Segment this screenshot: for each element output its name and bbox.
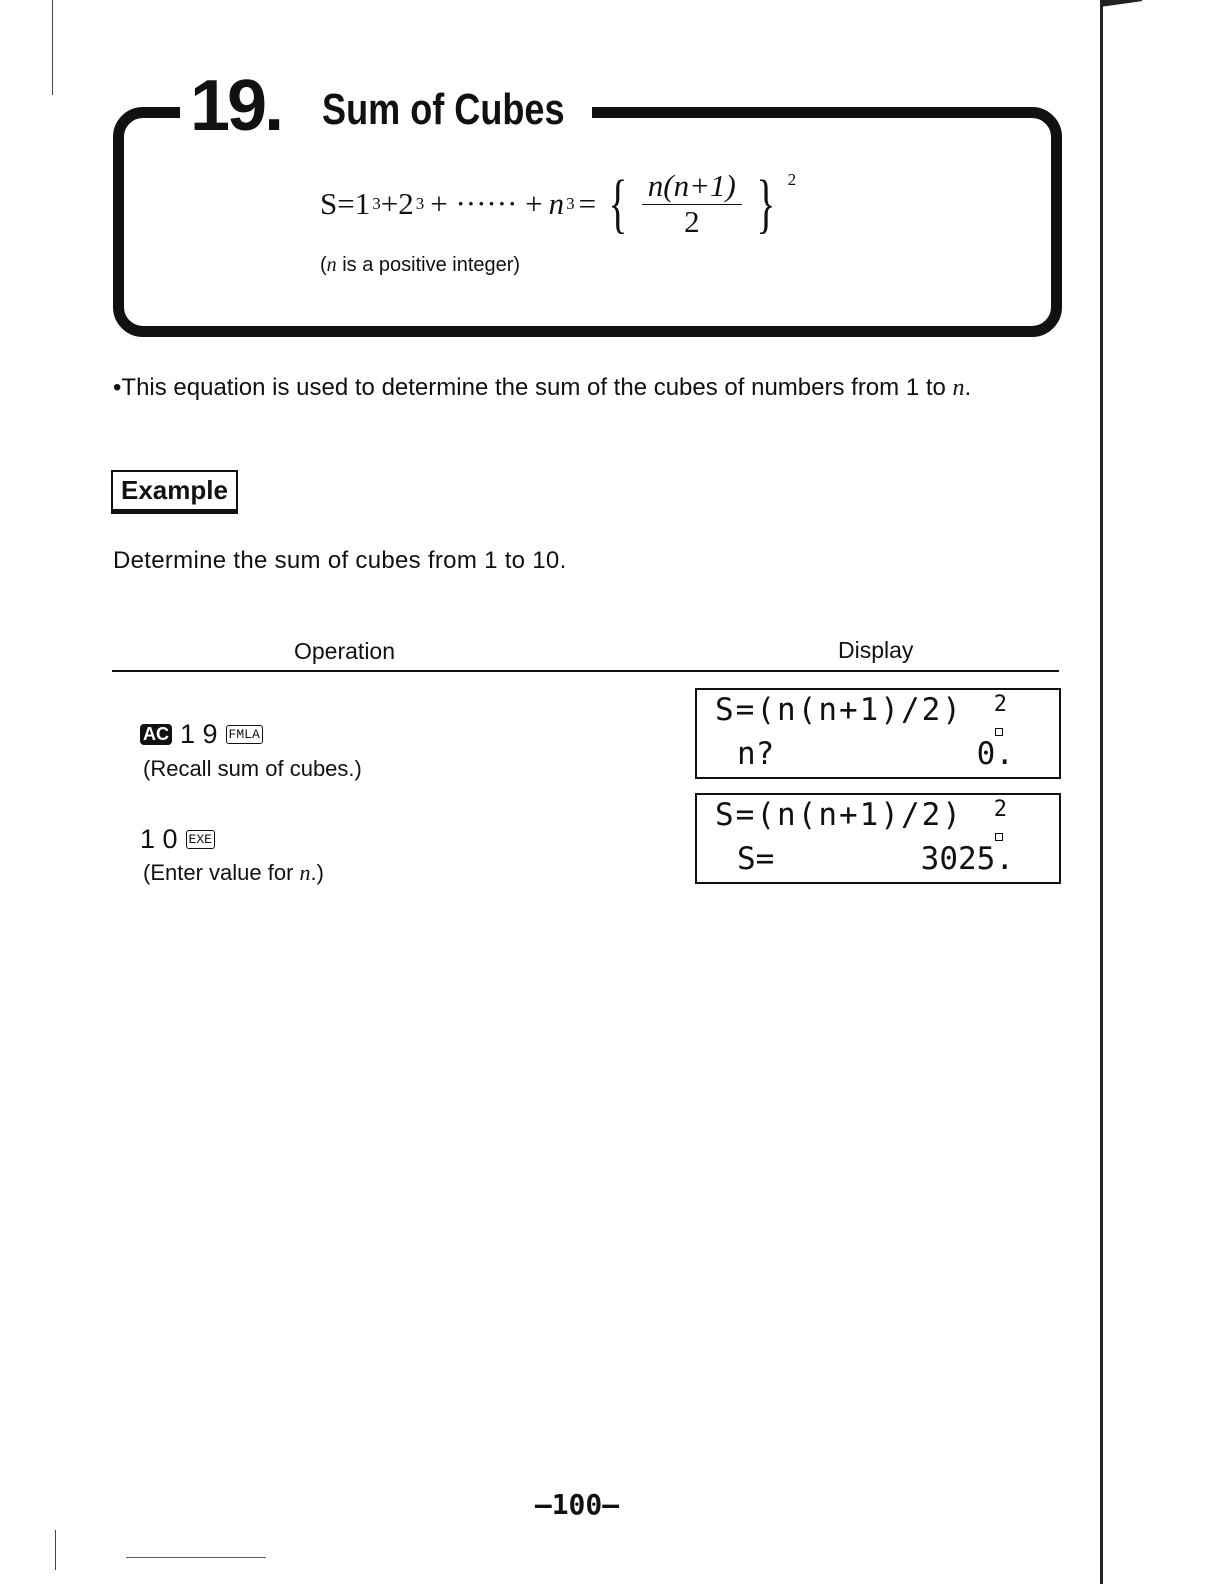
table-rule [112, 670, 1059, 672]
step-1-cursor-icon [995, 728, 1003, 736]
formula-denominator: 2 [684, 203, 700, 239]
bottom-rule [126, 1557, 266, 1558]
formula-numerator: n(n+1) [642, 169, 742, 204]
step-2-display-value: 3025. [920, 841, 1014, 877]
formula-note-open: ( [320, 254, 327, 276]
page-edge-left-bottom [55, 1530, 56, 1570]
step-1-display [695, 688, 1061, 779]
example-text: Determine the sum of cubes from 1 to 10. [113, 547, 567, 574]
formula-lhs: S=1 [320, 186, 371, 221]
page-edge-right-corner [1100, 0, 1142, 7]
step-1-input: 1 9 [180, 719, 218, 749]
example-label: Example [111, 470, 238, 514]
step-2-input: 1 0 [140, 824, 178, 854]
step-2-display-formula: S=(n(n+1)/2) [715, 797, 963, 833]
formula-n-term: n [548, 186, 565, 221]
formula-n-exp: 3 [566, 194, 575, 213]
step-2-cursor-icon [995, 833, 1003, 841]
step-2-note-var: n [299, 860, 311, 885]
operation-header: Operation [294, 638, 396, 664]
formula-plus-2: +2 [380, 186, 414, 221]
formula-ellipsis: + ······ + [430, 186, 543, 221]
section-title: Sum of Cubes [322, 85, 565, 134]
ac-key-icon: AC [140, 724, 172, 746]
page-edge-left [52, 0, 53, 95]
step-1-display-formula: S=(n(n+1)/2) [715, 692, 963, 728]
formula-note-var: n [326, 254, 337, 276]
description-text: This equation is used to determine the sum of the cubes of numbers from 1 to [121, 374, 953, 401]
section-number: 19. [190, 66, 282, 146]
formula-equals: = [578, 186, 597, 221]
step-1-keys [140, 719, 263, 750]
step-2-display [695, 793, 1061, 884]
description [113, 374, 971, 402]
description-end: . [964, 374, 972, 401]
step-1-note: (Recall sum of cubes.) [143, 756, 362, 781]
step-2-note-suffix: .) [310, 860, 324, 885]
description-var: n [952, 375, 965, 401]
step-2-keys [140, 824, 215, 855]
step-2-display-exp: 2 [993, 797, 1007, 822]
step-2-note-prefix: (Enter value for [143, 860, 300, 885]
left-brace-icon: { [608, 167, 628, 240]
step-1-display-prompt: n? [737, 736, 775, 772]
formula-note [320, 254, 520, 277]
step-2-note [143, 860, 324, 886]
formula-fraction [642, 169, 742, 238]
page-edge-right [1100, 0, 1103, 1584]
bullet-icon: • [113, 374, 122, 401]
exe-key-icon: EXE [186, 830, 215, 850]
step-2-display-label: S= [737, 841, 775, 877]
sum-of-cubes-formula [320, 168, 796, 240]
formula-exp-1: 3 [372, 194, 381, 213]
formula-exp-2: 3 [415, 194, 425, 213]
right-brace-icon: } [756, 167, 776, 240]
fmla-key-icon: FMLA [226, 725, 263, 745]
step-1-display-exp: 2 [993, 692, 1007, 717]
page-number: –100– [534, 1488, 620, 1521]
formula-note-text: is a positive integer) [336, 254, 521, 276]
display-header: Display [838, 637, 914, 663]
step-1-display-value: 0. [976, 736, 1014, 772]
formula-outer-exp: 2 [787, 170, 797, 189]
